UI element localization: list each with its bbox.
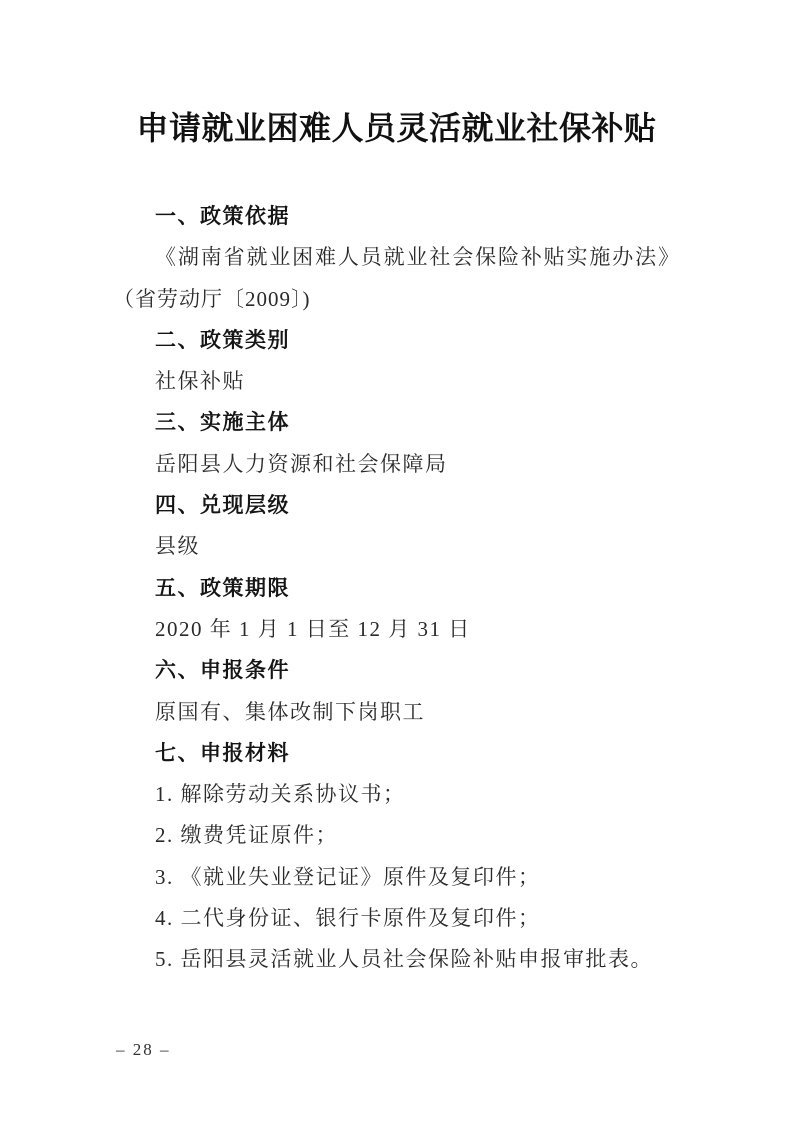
section-4-text: 县级 [155, 534, 200, 559]
section-5-text: 2020 年 1 月 1 日至 12 月 31 日 [155, 616, 471, 641]
section-7-item-1: 1. 解除劳动关系协议书； [155, 782, 406, 807]
document-body [113, 196, 680, 981]
section-3-heading: 三、实施主体 [155, 411, 290, 435]
section-2-heading: 二、政策类别 [155, 328, 290, 352]
section-2-text: 社保补贴 [155, 369, 245, 394]
section-1-text: 《湖南省就业困难人员就业社会保险补贴实施办法》（省劳动厅〔2009〕) [113, 245, 680, 311]
section-7-heading: 七、申报材料 [155, 741, 290, 765]
section-1-heading: 一、政策依据 [155, 205, 290, 228]
section-7-item-2: 2. 缴费凭证原件； [155, 823, 338, 848]
section-6-text: 原国有、集体改制下岗职工 [155, 699, 425, 724]
section-7-item-5: 5. 岳阳县灵活就业人员社会保险补贴申报审批表。 [155, 947, 653, 972]
section-4-heading: 四、兑现层级 [155, 494, 290, 518]
section-7-item-4: 4. 二代身份证、银行卡原件及复印件； [155, 906, 541, 931]
section-6-heading: 六、申报条件 [155, 659, 290, 683]
section-7-item-3: 3. 《就业失业登记证》原件及复印件； [155, 864, 541, 889]
section-3-text: 岳阳县人力资源和社会保障局 [155, 451, 448, 476]
document-title: 申请就业困难人员灵活就业社保补贴 [136, 110, 657, 146]
page-number: – 28 – [116, 1040, 171, 1059]
section-5-heading: 五、政策期限 [155, 576, 290, 600]
